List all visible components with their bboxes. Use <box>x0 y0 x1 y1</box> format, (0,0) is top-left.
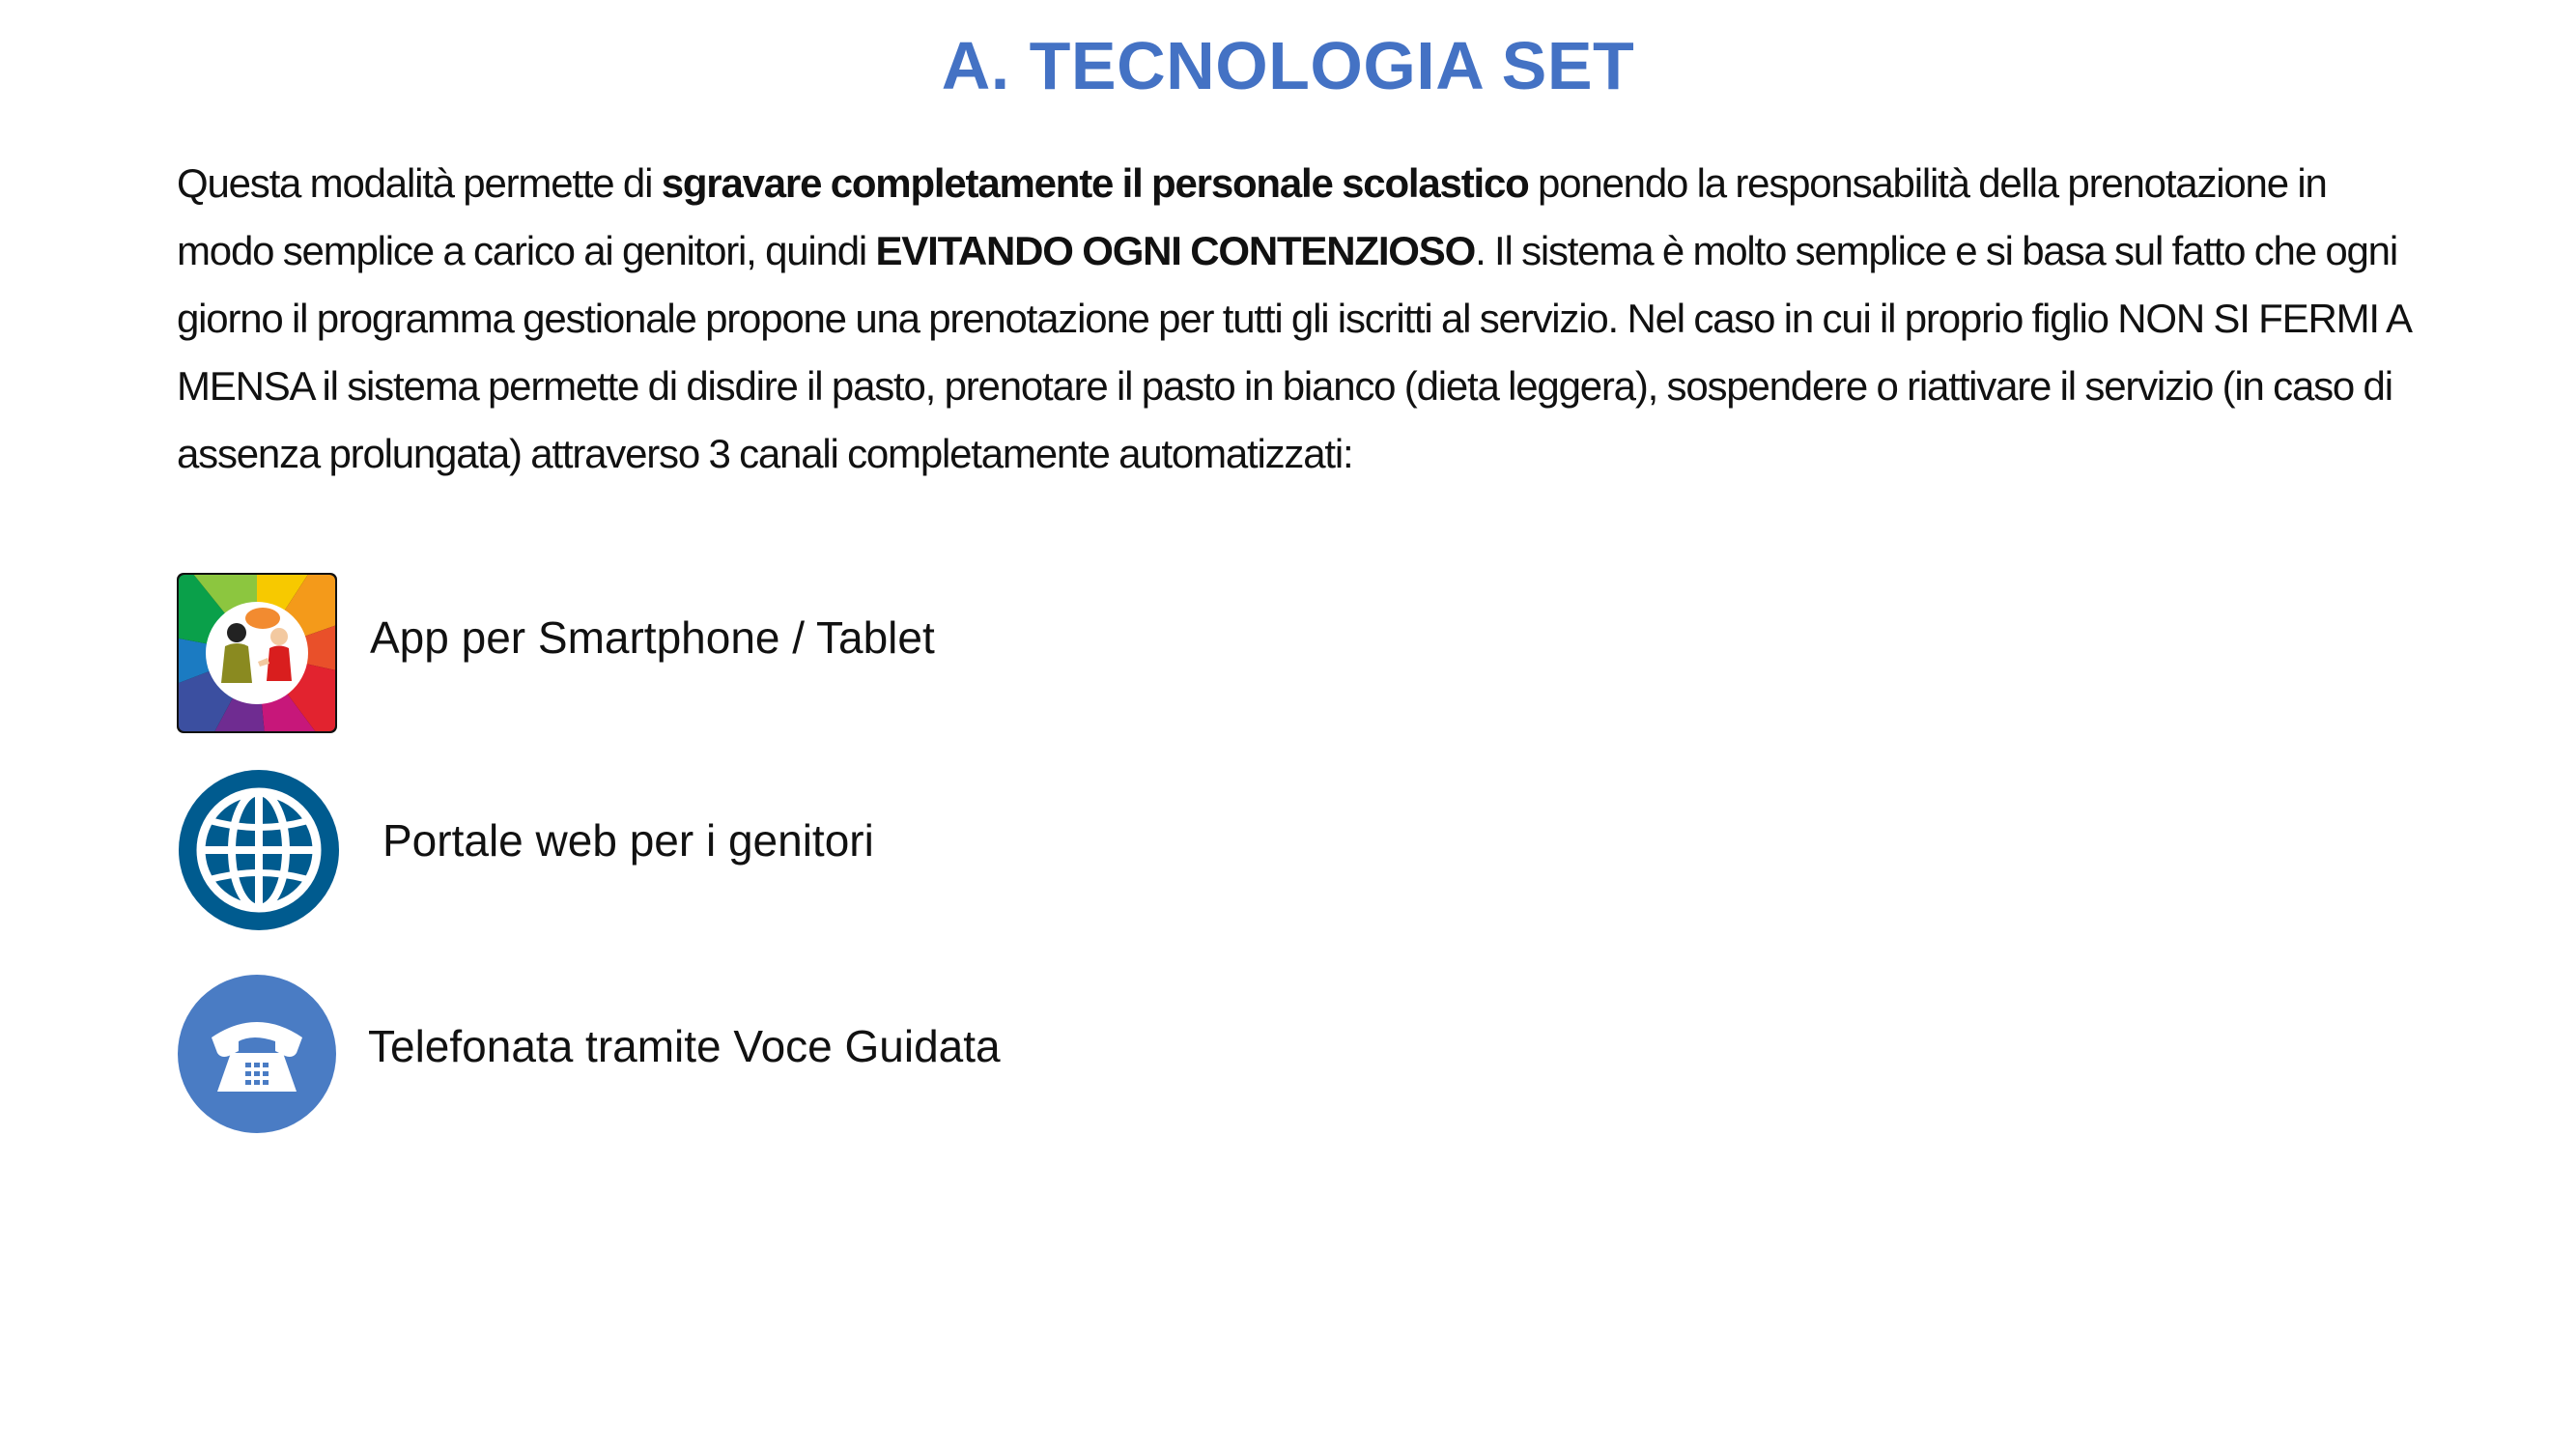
intro-bold-1: sgravare completamente il personale scolastico <box>661 160 1529 206</box>
intro-text-2: ponendo la responsabilità della prenotazione in modo semplice a carico ai genitori, quindi <box>177 160 2327 273</box>
channel-phone-label: Telefonata tramite Voce Guidata <box>368 1021 1001 1071</box>
intro-text-1: Questa modalità permette di <box>177 160 662 206</box>
channel-phone <box>177 974 1529 1138</box>
globe-icon <box>177 768 341 932</box>
telephone-icon <box>177 974 337 1134</box>
page-title: A. TECNOLOGIA SET <box>941 28 1635 103</box>
channel-app <box>177 573 1529 737</box>
intro-bold-2: EVITANDO OGNI CONTENZIOSO <box>875 228 1476 273</box>
app-chat-icon <box>177 573 337 733</box>
channel-web-label: Portale web per i genitori <box>382 815 874 866</box>
channel-web <box>177 768 1529 932</box>
intro-paragraph <box>177 150 2427 488</box>
intro-text-3: . Il sistema è molto semplice e si basa sul fatto che ogni giorno il programma gestionale propone una prenotazione per tutti gli iscritti al servizio. Nel caso in cui il proprio figlio NON SI FERMI A MENSA il sistema permette di disdire il pasto, prenotare il pasto in bianco (dieta leggera), sospendere o riattivare il servizio (in caso di assenza prolungata) attraverso 3 canali completamente automatizzati: <box>177 228 2410 476</box>
channel-app-label: App per Smartphone / Tablet <box>370 612 935 663</box>
